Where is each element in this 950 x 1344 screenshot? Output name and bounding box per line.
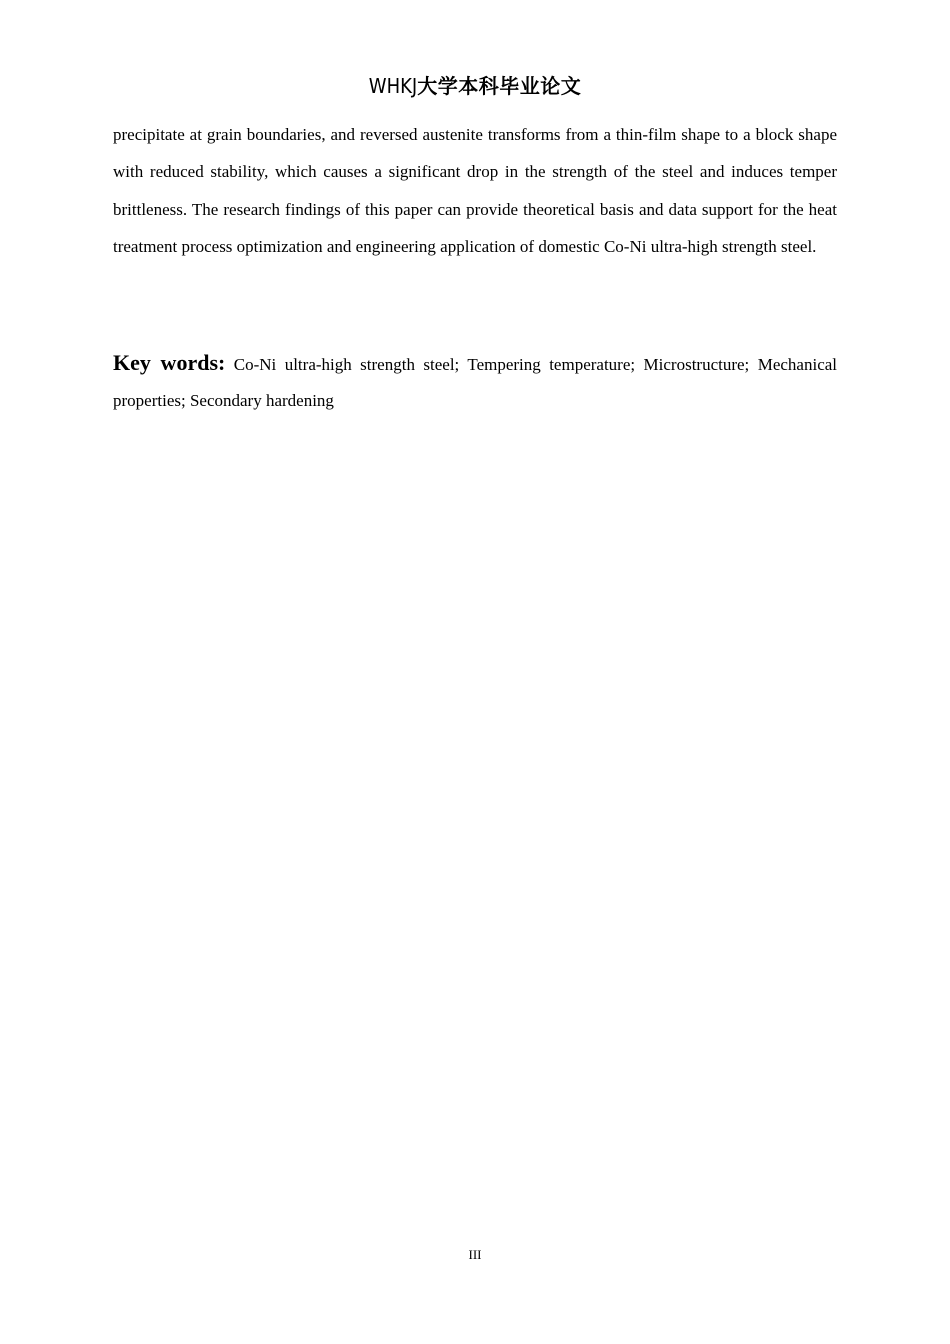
keywords-paragraph (113, 345, 837, 419)
header-university-code: WHKJ (368, 74, 418, 98)
abstract-paragraph: precipitate at grain boundaries, and reversed austenite transforms from a thin-film shape to a block shape with reduced stability, which causes a significant drop in the strength of the steel and induces temper brittleness. The research findings of this paper can provide theoretical basis and data support for the heat treatment process optimization and engineering application of domestic Co-Ni ultra-high strength steel. (113, 125, 837, 257)
keywords-list: Co-Ni ultra-high strength steel; Tempering temperature; Microstructure; Mechanical properties; Secondary hardening (113, 355, 838, 410)
page-number: III (468, 1247, 482, 1262)
running-header (0, 73, 950, 100)
keywords-label: Key words: (113, 350, 226, 375)
header-thesis-title: 大学本科毕业论文 (417, 74, 582, 98)
